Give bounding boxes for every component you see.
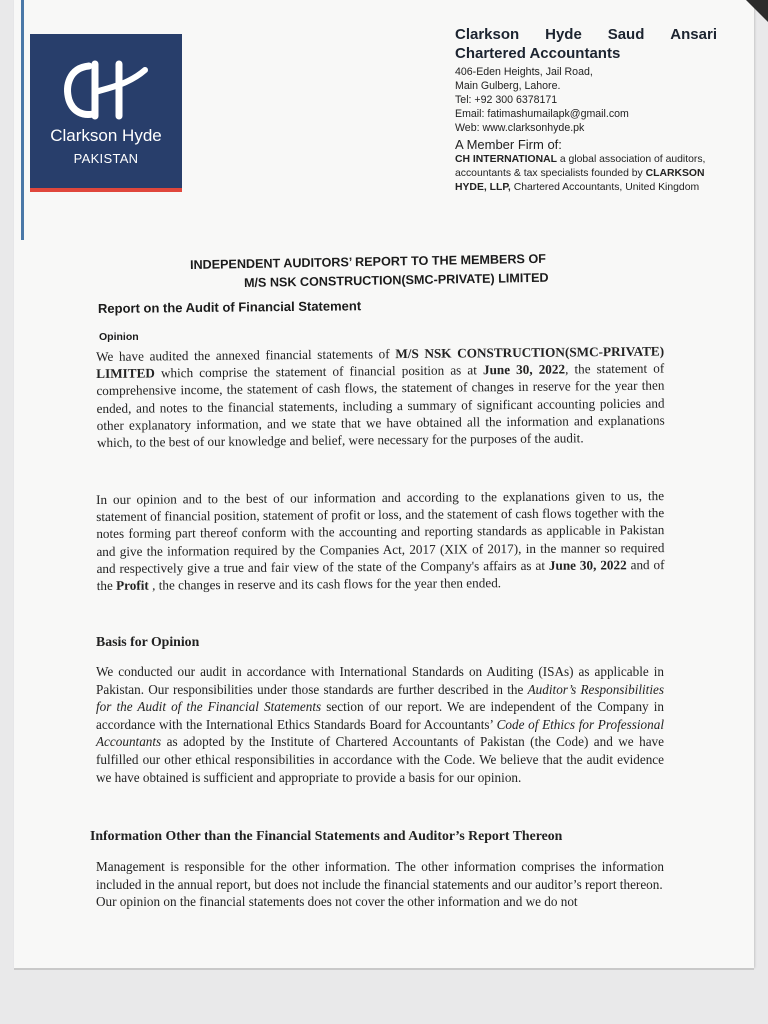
association-text	[455, 153, 717, 195]
report-title-line-1: INDEPENDENT AUDITORS’ REPORT TO THE MEMBERS OF	[189, 251, 546, 272]
firm-name-part: Clarkson	[455, 26, 520, 43]
firm-name-part: Hyde	[545, 26, 582, 43]
p1-text-b: which comprise the statement of financial position as at	[154, 362, 484, 381]
telephone: Tel: +92 300 6378171	[455, 94, 558, 106]
member-firm-label: A Member Firm of:	[455, 137, 562, 152]
p2-text-c: , the changes in reserve and its cash flows for the year then ended.	[148, 575, 502, 593]
assoc-text-1: a global association of auditors, accountants & tax specialists founded by	[455, 154, 706, 179]
page-bottom-edge	[14, 968, 754, 970]
report-subheading: Report on the Audit of Financial Statement	[97, 298, 362, 316]
p5-text: Our opinion on the financial statements does not cover the other information and we do not	[96, 894, 578, 910]
report-date: June 30, 2022	[548, 557, 627, 573]
p2-text-b: and of the	[96, 556, 665, 594]
p1-text-a: We have audited the annexed financial statements of	[96, 346, 396, 364]
p3-italic-2: Code of Ethics for Professional Accountants	[96, 716, 664, 750]
clarkson-llp: CLARKSON HYDE, LLP,	[455, 168, 705, 193]
other-info-heading: Information Other than the Financial Statements and Auditor’s Report Thereon	[90, 828, 563, 843]
report-title-line-2: M/S NSK CONSTRUCTION(SMC-PRIVATE) LIMITED	[243, 270, 549, 290]
p3-text-c: as adopted by the Institute of Chartered Accountants of Pakistan (the Code) and we have fulfilled our other ethical responsibilities in accordance with the Code. We believe that the audit evidence we have obtained is sufficient and appropriate to provide a basis for our opinion.	[96, 734, 664, 785]
address-line-2: Main Gulberg, Lahore.	[455, 80, 561, 92]
p1-text-c: , the statement of comprehensive income, the statement of cash flows, the statement of changes in reserve for the year then ended, and notes to the financial statements, including a summary of significant accounting policies and other explanatory information, and we state that we have obtained all the information and explanations which, to the best of our knowledge and belief, were necessary for the purposes of the audit.	[96, 360, 665, 451]
binding-spine	[21, 0, 24, 240]
basis-paragraph	[96, 663, 664, 786]
company-name: M/S NSK CONSTRUCTION(SMC-PRIVATE) LIMITED	[96, 343, 665, 382]
logo-accent-stripe	[30, 188, 182, 192]
other-info-paragraph	[96, 858, 664, 911]
p2-text-a: In our opinion and to the best of our information and according to the explanations given to us, the statement of financial position, statement of profit or loss, and the statement of cash flows together with the notes forming part thereof conform with the accounting and reporting standards as applicable in Pakistan and give the information required by the Companies Act, 2017 (XIX of 2017), in the manner so required and respectively give a true and fair view of the state of the Company's affairs as at	[96, 488, 665, 576]
assoc-text-2: Chartered Accountants, United Kingdom	[510, 182, 700, 193]
report-date: June 30, 2022	[482, 361, 566, 378]
p3-text-a: We conducted our audit in accordance with International Standards on Auditing (ISAs) as applicable in Pakistan. Our responsibilities under those standards are further described in the	[96, 664, 664, 697]
firm-name	[455, 26, 717, 43]
logo-name: Clarkson Hyde	[50, 126, 162, 145]
email-address: Email: fatimashumailapk@gmail.com	[455, 108, 629, 120]
opinion-paragraph-2	[96, 487, 665, 594]
profit-word: Profit	[116, 577, 149, 593]
website: Web: www.clarksonhyde.pk	[455, 122, 585, 134]
address-line-1: 406-Eden Heights, Jail Road,	[455, 66, 593, 78]
firm-header	[455, 26, 717, 195]
basis-heading: Basis for Opinion	[96, 634, 200, 649]
p4-text: Management is responsible for the other information. The other information comprises the information included in the annual report, but does not include the financial statements and our auditor’s report thereon.	[96, 859, 664, 892]
p3-italic-1: Auditor’s Responsibilities for the Audit of the Financial Statements	[96, 681, 664, 715]
ch-international: CH INTERNATIONAL	[455, 154, 557, 165]
firm-name-part: Saud	[607, 26, 645, 43]
logo-country: PAKISTAN	[73, 151, 139, 166]
p3-text-b: section of our report. We are independent of the Company in accordance with the International Ethics Standards Board for Accountants’	[96, 699, 664, 732]
opinion-paragraph-1	[96, 343, 665, 452]
firm-name-part: Ansari	[670, 26, 717, 43]
opinion-label: Opinion	[99, 331, 139, 343]
ch-monogram-icon	[59, 58, 153, 122]
firm-subtitle: Chartered Accountants	[455, 45, 621, 62]
firm-logo	[30, 34, 182, 188]
